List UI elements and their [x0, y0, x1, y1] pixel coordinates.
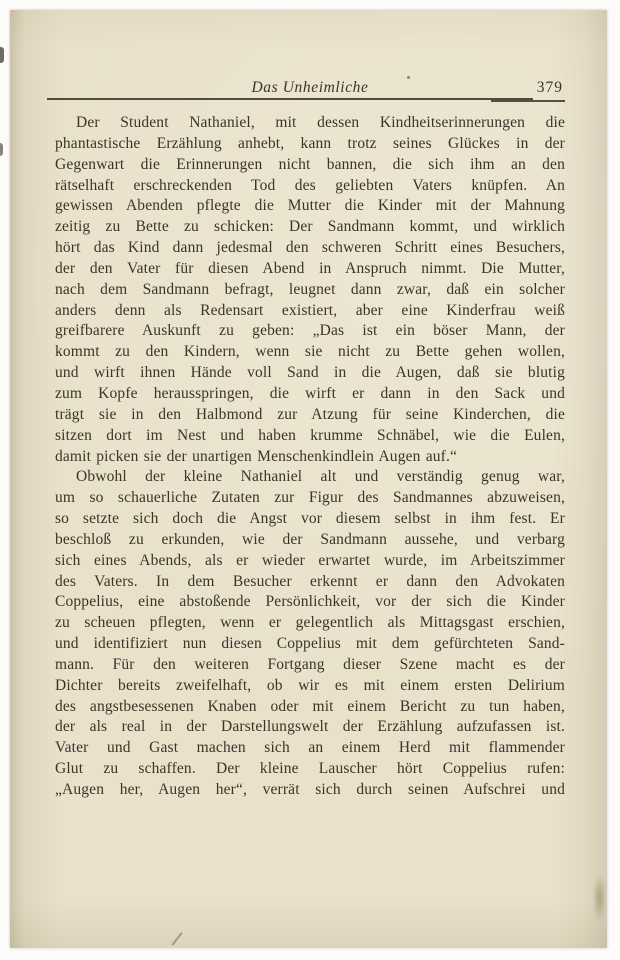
text-line: phantastische Erzählung anhebt, kann trotz seines Glückes in der: [55, 134, 565, 152]
scan-artifact-edge-mark: [0, 47, 4, 63]
text-line: damit picken sie der unartigen Menschenkindlein Augen auf.“: [55, 447, 458, 465]
text-line: des angstbesessenen Knaben oder mit einem Bericht zu tun haben,: [55, 697, 565, 715]
text-line: mann. Für den weiteren Fortgang dieser Szene macht es der: [55, 655, 565, 673]
text-line: Coppelius, eine abstoßende Persönlichkeit, vor der sich die Kinder: [55, 593, 565, 611]
text-line: sich eines Abends, als er wieder erwartet wurde, im Arbeitszimmer: [55, 551, 565, 569]
text-line: Dichter bereits zweifelhaft, ob wir es mit einem ersten Delirium: [55, 676, 565, 694]
text-line: nach dem Sandmann befragt, leugnet dann zwar, daß ein solcher: [55, 280, 565, 298]
text-line: anders denn als Redensart existiert, aber eine Kinderfrau weiß: [55, 301, 565, 319]
text-line: beschloß zu erkunden, wie der Sandmann aussehe, und verbarg: [55, 530, 565, 548]
text-line: Glut zu schaffen. Der kleine Lauscher hört Coppelius rufen:: [55, 760, 565, 778]
text-line: Der Student Nathaniel, mit dessen Kindheitserinnerungen die: [76, 114, 565, 131]
text-line: der den Vater für diesen Abend in Anspruch nimmt. Die Mutter,: [55, 259, 565, 277]
text-line: der als real in der Darstellungswelt der Erzählung aufzufassen ist.: [55, 718, 565, 736]
text-line: gewissen Abenden pflegte die Mutter die Kinder mit der Mahnung: [55, 197, 565, 215]
text-line: Gegenwart die Erinnerungen nicht bannen, die sich ihm an den: [55, 155, 565, 173]
text-line: und wirft ihnen Hände voll Sand in die Augen, daß sie blutig: [55, 364, 565, 382]
text-line: zeitig zu Bette zu schicken: Der Sandmann kommt, und wirklich: [55, 218, 565, 236]
header-rule: [55, 98, 565, 102]
header-rule-main: [47, 98, 533, 100]
text-line: greifbarere Auskunft zu geben: „Das ist ein böser Mann, der: [55, 322, 565, 340]
page-body-text: [55, 113, 565, 801]
page-number: 379: [536, 79, 563, 96]
running-title: Das Unheimliche: [251, 79, 369, 96]
text-line: zu scheuen pflegten, wenn er gelegentlich als Mittagsgast erschien,: [55, 614, 565, 632]
book-page: [10, 10, 607, 948]
scan-artifact-edge-mark: [0, 143, 3, 156]
page-header: [55, 79, 565, 97]
text-line: rätselhaft erschreckenden Tod des geliebten Vaters knüpfen. An: [55, 176, 565, 194]
page-number-underline: [491, 100, 565, 102]
text-line: „Augen her, Augen her“, verrät sich durch seinen Aufschrei und: [55, 781, 565, 798]
text-line: so setzte sich doch die Angst vor diesem selbst in ihm fest. Er: [55, 510, 565, 528]
text-line: zum Kopfe herausspringen, die wirft er dann in den Sack und: [55, 384, 565, 402]
text-line: kommt zu den Kindern, wenn sie nicht zu Bette gehen wollen,: [55, 343, 565, 361]
text-line: Vater und Gast machen sich an einem Herd mit flammender: [55, 739, 565, 757]
scan-artifact-smudge: [593, 874, 606, 922]
text-line: sitzen dort im Nest und haben krumme Schnäbel, wie die Eulen,: [55, 426, 565, 444]
text-line: des Vaters. In dem Besucher erkennt er dann den Advokaten: [55, 572, 565, 590]
text-line: trägt sie in den Halbmond zur Atzung für seine Kinderchen, die: [55, 405, 565, 423]
scan-artifact-speck: [407, 76, 410, 79]
text-line: hört das Kind dann jedesmal den schweren Schritt eines Besuchers,: [55, 239, 565, 257]
text-line: Obwohl der kleine Nathaniel alt und verständig genug war,: [76, 468, 565, 486]
text-line: um so schauerliche Zutaten zur Figur des Sandmannes abzuweisen,: [55, 489, 565, 507]
text-line: und identifiziert nun diesen Coppelius mit dem gefürchteten Sand-: [55, 635, 565, 653]
